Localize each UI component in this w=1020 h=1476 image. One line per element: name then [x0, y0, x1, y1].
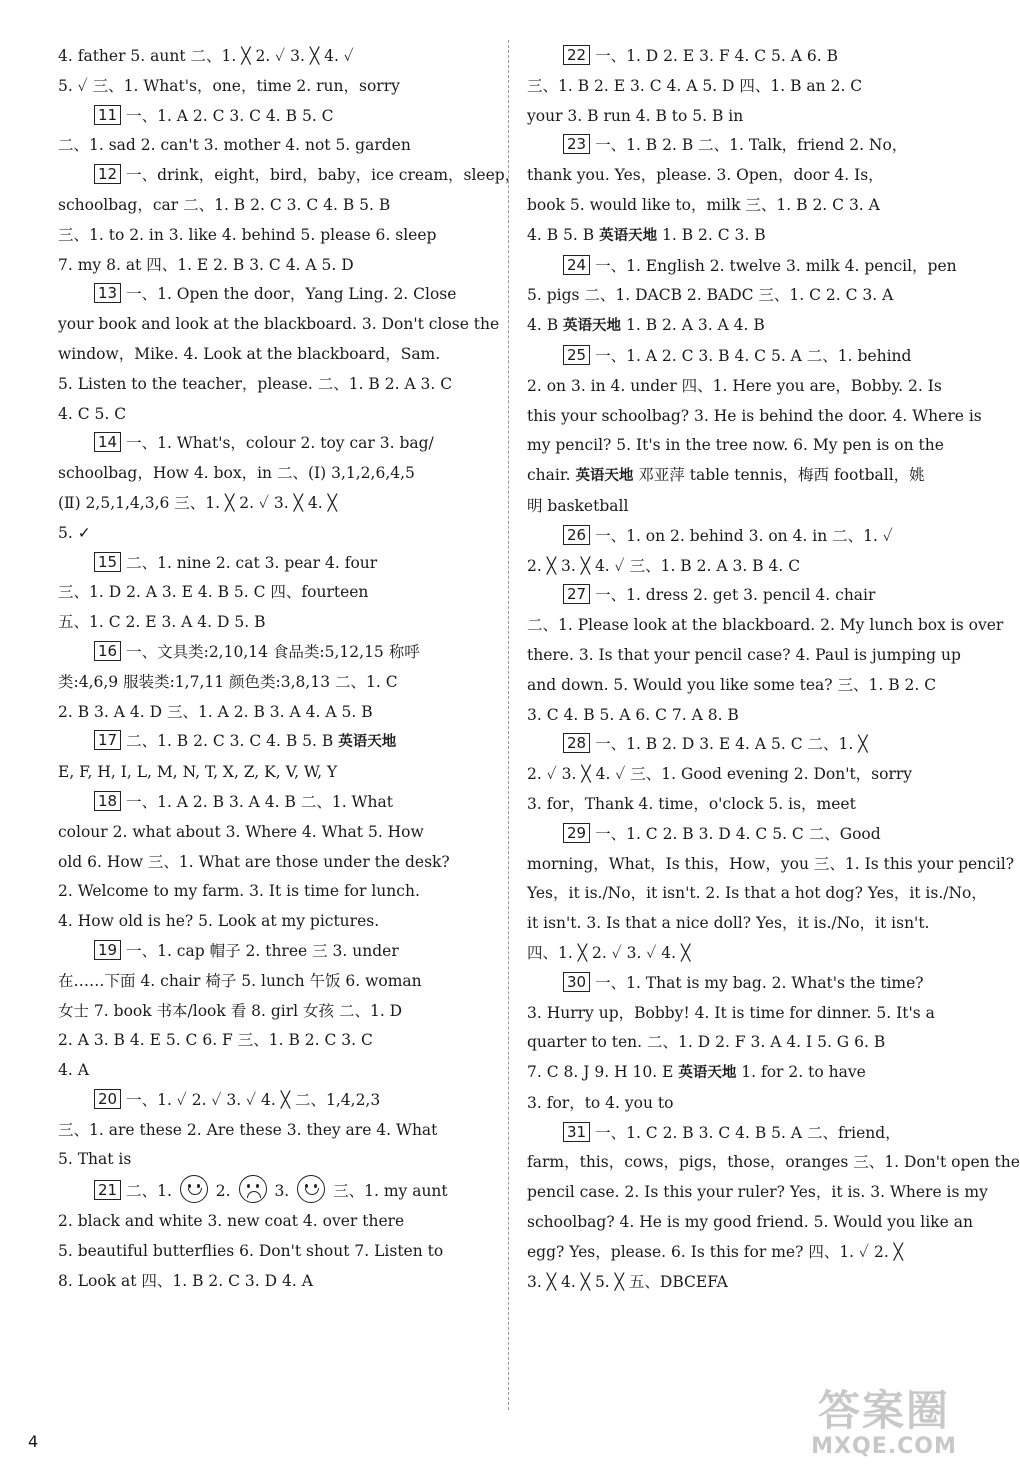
- answer-line: [527, 552, 959, 582]
- answer-text: 5. Listen to the teacher，please. 二、1. B 2. A 3. C: [58, 374, 453, 393]
- answer-text: this your schoolbag? 3. He is behind the door. 4. Where is: [527, 406, 982, 425]
- right-column: [527, 42, 1020, 1297]
- answer-line: [58, 310, 500, 340]
- answer-text: 5. ✓ 三、1. What's，one，time 2. run，sorry: [58, 76, 400, 95]
- answer-line: [58, 161, 521, 191]
- answer-text: 3. for，Thank 4. time，o'clock 5. is，meet: [527, 794, 856, 813]
- answer-text: it isn't. 3. Is that a nice doll? Yes，it is./No，it isn't.: [527, 914, 930, 933]
- answer-line: [527, 671, 959, 701]
- answer-text: 类:4,6,9 服装类:1,7,11 颜色类:3,8,13 二、1. C: [58, 672, 398, 691]
- face-prefix: 二、1.: [126, 1182, 172, 1201]
- exercise-number-box: 12: [94, 164, 121, 184]
- answer-line: [58, 131, 490, 161]
- answer-text: 3. for，to 4. you to: [527, 1093, 674, 1112]
- answer-text: 二、1. sad 2. can't 3. mother 4. not 5. garden: [58, 136, 411, 155]
- answer-text: 三、1. to 2. in 3. like 4. behind 5. please 6. sleep: [58, 225, 437, 244]
- exercise-number-box: 30: [563, 972, 590, 992]
- exercise-number-box: 21: [94, 1180, 121, 1200]
- exercise-number-box: 19: [94, 940, 121, 960]
- answer-line: [527, 252, 959, 282]
- answer-text: 一、1. C 2. B 3. D 4. C 5. C 二、Good: [595, 824, 881, 843]
- exercise-number-box: 13: [94, 283, 121, 303]
- answer-line: [527, 1178, 988, 1208]
- answer-text: 5. That is: [58, 1150, 132, 1169]
- answer-line: [527, 909, 959, 939]
- answer-line: [58, 519, 490, 549]
- exercise-number-box: 18: [94, 791, 121, 811]
- answer-text: 一、1. D 2. E 3. F 4. C 5. A 6. B: [595, 47, 838, 65]
- answer-text: 女士 7. book 书本/look 看 8. girl 女孩 二、1. D: [58, 1001, 403, 1020]
- happy-face-icon: [180, 1175, 208, 1203]
- answer-line: [527, 461, 959, 492]
- exercise-number-box: 16: [94, 641, 121, 661]
- face-label-2: 2.: [215, 1182, 231, 1201]
- answer-text: 一、1. A 2. B 3. A 4. B 二、1. What: [126, 792, 393, 811]
- answer-text: 2. ╳ 3. ╳ 4. ✓ 三、1. B 2. A 3. B 4. C: [527, 556, 801, 575]
- answer-line: [527, 311, 959, 342]
- answer-text: 一、1. ✓ 2. ✓ 3. ✓ 4. ╳ 二、1,4,2,3: [126, 1090, 381, 1109]
- answer-line: [58, 280, 490, 310]
- answer-text: (Ⅱ) 2,5,1,4,3,6 三、1. ╳ 2. ✓ 3. ╳ 4. ╳: [58, 493, 337, 512]
- exercise-number-box: 29: [563, 823, 590, 843]
- answer-line: [58, 967, 490, 997]
- answer-line: [527, 42, 959, 72]
- answer-line: [527, 102, 959, 132]
- answer-line: [527, 161, 959, 191]
- answer-line: [58, 668, 490, 698]
- answer-line: [527, 581, 959, 611]
- answer-text: morning，What，Is this，How，you 三、1. Is this your pencil?: [527, 854, 1015, 873]
- answer-text: 二、1. B 2. C 3. C 4. B 5. B 英语天地: [126, 732, 397, 751]
- exercise-number-box: 15: [94, 552, 121, 572]
- answer-text: 一、1. That is my bag. 2. What's the time?: [595, 973, 924, 992]
- answer-line: [58, 459, 490, 489]
- answer-line: [58, 72, 490, 102]
- answer-text: 一、1. B 2. D 3. E 4. A 5. C 二、1. ╳: [595, 735, 868, 754]
- answer-text: 一、drink，eight，bird，baby，ice cream，sleep，: [126, 166, 521, 185]
- exercise-number-box: 24: [563, 255, 590, 275]
- answer-text: 5. beautiful butterflies 6. Don't shout 7. Listen to: [58, 1241, 444, 1260]
- answer-line: [527, 72, 959, 102]
- answer-text: 五、1. C 2. E 3. A 4. D 5. B: [58, 613, 266, 632]
- answer-line: [58, 221, 490, 251]
- answer-text: 一、1. A 2. C 3. C 4. B 5. C: [126, 106, 334, 125]
- exercise-number-box: 26: [563, 525, 590, 545]
- exercise-number-box: 17: [94, 730, 121, 750]
- exercise-number-box: 14: [94, 432, 121, 452]
- answer-text: colour 2. what about 3. Where 4. What 5. How: [58, 822, 424, 841]
- answer-text: 二、1. Please look at the blackboard. 2. My lunch box is over: [527, 616, 1004, 635]
- answer-text: 4. father 5. aunt 二、1. ╳ 2. ✓ 3. ╳ 4. ✓: [58, 47, 354, 65]
- answer-line: [58, 1267, 490, 1297]
- answer-line: [58, 937, 490, 967]
- answer-line: [58, 608, 490, 638]
- happy-face-icon: [297, 1175, 325, 1203]
- answer-text: 3. Hurry up，Bobby! 4. It is time for dinner. 5. It's a: [527, 1003, 935, 1022]
- answer-text: 一、文具类:2,10,14 食品类:5,12,15 称呼: [126, 642, 420, 661]
- answer-text: 4. How old is he? 5. Look at my pictures.: [58, 912, 380, 931]
- answer-line: [58, 1207, 490, 1237]
- answer-text: 2. A 3. B 4. E 5. C 6. F 三、1. B 2. C 3. C: [58, 1031, 373, 1050]
- answer-line: [58, 370, 490, 400]
- answer-line: [527, 1119, 959, 1149]
- answer-line: [527, 999, 959, 1029]
- answer-text: 2. on 3. in 4. under 四、1. Here you are，Bobby. 2. Is: [527, 376, 942, 395]
- answer-text: 4. B 5. B 英语天地 1. B 2. C 3. B: [527, 225, 766, 244]
- answer-line: [58, 429, 490, 459]
- answer-text: 5. ✓: [58, 523, 91, 542]
- answer-line: [58, 1175, 490, 1207]
- answer-text: my pencil? 5. It's in the tree now. 6. My pen is on the: [527, 436, 944, 455]
- answer-text: egg? Yes，please. 6. Is this for me? 四、1. ✓ 2. ╳: [527, 1242, 904, 1261]
- answer-line: [58, 818, 490, 848]
- answer-text: 2. B 3. A 4. D 三、1. A 2. B 3. A 4. A 5. B: [58, 702, 373, 721]
- answer-line: [58, 1056, 490, 1086]
- page-number: 4: [28, 1432, 39, 1451]
- answer-line: [527, 191, 959, 221]
- answer-line: [58, 489, 490, 519]
- answer-line: [527, 402, 982, 432]
- answer-line: [527, 131, 959, 161]
- answer-text: 明 basketball: [527, 496, 629, 515]
- sad-face-icon: [239, 1175, 267, 1203]
- answer-line: [58, 907, 490, 937]
- answer-text: there. 3. Is that your pencil case? 4. Paul is jumping up: [527, 645, 961, 664]
- answer-line: [527, 522, 959, 552]
- answer-text: pencil case. 2. Is this your ruler? Yes，it is. 3. Where is my: [527, 1183, 988, 1202]
- answer-line: [527, 760, 959, 790]
- answer-line: [58, 997, 490, 1027]
- answer-line: [527, 342, 959, 372]
- answer-line: [527, 611, 1004, 641]
- answer-line: [527, 641, 959, 671]
- answer-text: 三、1. are these 2. Are these 3. they are 4. What: [58, 1120, 438, 1139]
- exercise-number-box: 27: [563, 584, 590, 604]
- answer-line: [58, 788, 490, 818]
- answer-line: [527, 879, 987, 909]
- exercise-number-box: 11: [94, 105, 121, 125]
- answer-line: [527, 820, 959, 850]
- answer-line: [527, 431, 959, 461]
- exercise-number-box: 20: [94, 1089, 121, 1109]
- answer-line: [58, 191, 490, 221]
- answer-line: [527, 1148, 1020, 1178]
- answer-text: and down. 5. Would you like some tea? 三、1. B 2. C: [527, 675, 937, 694]
- answer-line: [527, 1208, 973, 1238]
- answer-line: [58, 549, 490, 579]
- answer-text: book 5. would like to，milk 三、1. B 2. C 3. A: [527, 195, 880, 214]
- answer-line: [58, 877, 490, 907]
- answer-line: [527, 1089, 959, 1119]
- answer-line: [58, 340, 490, 370]
- answer-text: 一、1. cap 帽子 2. three 三 3. under: [126, 941, 399, 960]
- answer-line: [527, 850, 1015, 880]
- answer-text: chair. 英语天地 邓亚萍 table tennis，梅西 football，姚: [527, 466, 925, 485]
- answer-text: 4. C 5. C: [58, 404, 127, 423]
- answer-line: [527, 730, 959, 760]
- answer-text: window，Mike. 4. Look at the blackboard，Sam.: [58, 344, 441, 363]
- exercise-number-box: 28: [563, 733, 590, 753]
- left-column: [58, 42, 521, 1296]
- answer-text: old 6. How 三、1. What are those under the desk?: [58, 852, 450, 871]
- answer-text: E, F, H, I, L, M, N, T, X, Z, K, V, W, Y: [58, 763, 338, 782]
- answer-text: 四、1. ╳ 2. ✓ 3. ✓ 4. ╳: [527, 943, 691, 962]
- face-label-3: 3.: [274, 1182, 290, 1201]
- answer-text: schoolbag，How 4. box，in 二、(Ⅰ) 3,1,2,6,4,5: [58, 464, 415, 483]
- answer-text: Yes，it is./No，it isn't. 2. Is that a hot dog? Yes，it is./No，: [527, 884, 987, 903]
- answer-text: 7. my 8. at 四、1. E 2. B 3. C 4. A 5. D: [58, 255, 354, 274]
- answer-text: 三、1. B 2. E 3. C 4. A 5. D 四、1. B an 2. C: [527, 76, 863, 95]
- answer-text: 一、1. Open the door，Yang Ling. 2. Close: [126, 285, 457, 304]
- watermark-mark: 答案圈: [817, 1386, 950, 1435]
- answer-line: [58, 638, 490, 668]
- answer-line: [58, 578, 490, 608]
- face-answers: [126, 1182, 448, 1200]
- answer-line: [58, 1237, 490, 1267]
- answer-text: 一、1. B 2. B 二、1. Talk，friend 2. No，: [595, 136, 908, 155]
- answer-line: [58, 42, 490, 72]
- face-suffix: 三、1. my aunt: [333, 1182, 448, 1201]
- answer-text: 在……下面 4. chair 椅子 5. lunch 午饭 6. woman: [58, 971, 422, 990]
- answer-text: 一、1. C 2. B 3. C 4. B 5. A 二、friend，: [595, 1123, 901, 1142]
- answer-line: [527, 969, 959, 999]
- answer-line: [527, 701, 959, 731]
- answer-line: [527, 372, 959, 402]
- answer-line: [58, 1116, 490, 1146]
- answer-text: 2. ✓ 3. ╳ 4. ✓ 三、1. Good evening 2. Don't，sorry: [527, 765, 913, 784]
- answer-text: your book and look at the blackboard. 3. Don't close the: [58, 315, 500, 334]
- answer-text: farm，this，cows，pigs，those，oranges 三、1. Don't open the: [527, 1153, 1020, 1172]
- answer-line: [58, 1145, 490, 1175]
- answer-line: [527, 1058, 959, 1089]
- exercise-number-box: 22: [563, 45, 590, 65]
- column-divider: [508, 40, 509, 1410]
- answer-text: 8. Look at 四、1. B 2. C 3. D 4. A: [58, 1271, 313, 1290]
- answer-line: [58, 698, 490, 728]
- answer-line: [527, 1028, 959, 1058]
- exercise-number-box: 25: [563, 345, 590, 365]
- answer-line: [58, 1086, 490, 1116]
- answer-line: [527, 1238, 959, 1268]
- exercise-number-box: 23: [563, 134, 590, 154]
- answer-line: [58, 102, 490, 132]
- answer-line: [58, 758, 490, 788]
- answer-line: [58, 400, 490, 430]
- answer-text: 4. A: [58, 1061, 89, 1080]
- answer-line: [527, 492, 959, 522]
- answer-line: [527, 939, 959, 969]
- answer-text: thank you. Yes，please. 3. Open，door 4. Is，: [527, 166, 884, 185]
- watermark-logo: [804, 1388, 964, 1468]
- answer-text: quarter to ten. 二、1. D 2. F 3. A 4. I 5. G 6. B: [527, 1033, 886, 1052]
- watermark-url: MXQE.COM: [811, 1434, 957, 1459]
- answer-text: 7. C 8. J 9. H 10. E 英语天地 1. for 2. to have: [527, 1063, 866, 1082]
- exercise-number-box: 31: [563, 1122, 590, 1142]
- answer-text: schoolbag，car 二、1. B 2. C 3. C 4. B 5. B: [58, 195, 391, 214]
- answer-text: 一、1. A 2. C 3. B 4. C 5. A 二、1. behind: [595, 346, 912, 365]
- answer-text: 一、1. What's，colour 2. toy car 3. bag/: [126, 434, 434, 453]
- answer-text: 4. B 英语天地 1. B 2. A 3. A 4. B: [527, 316, 765, 335]
- answer-text: 5. pigs 二、1. DACB 2. BADC 三、1. C 2. C 3. A: [527, 286, 894, 305]
- answer-line: [58, 1026, 490, 1056]
- answer-text: 3. ╳ 4. ╳ 5. ╳ 五、DBCEFA: [527, 1272, 728, 1291]
- answer-line: [527, 281, 959, 311]
- answer-text: 2. Welcome to my farm. 3. It is time for lunch.: [58, 882, 420, 901]
- answer-text: 一、1. dress 2. get 3. pencil 4. chair: [595, 586, 876, 605]
- answer-line: [527, 1268, 959, 1298]
- answer-line: [527, 221, 959, 252]
- answer-text: your 3. B run 4. B to 5. B in: [527, 106, 744, 125]
- answer-text: schoolbag? 4. He is my good friend. 5. Would you like an: [527, 1213, 973, 1232]
- answer-text: 二、1. nine 2. cat 3. pear 4. four: [126, 553, 378, 572]
- answer-text: 三、1. D 2. A 3. E 4. B 5. C 四、fourteen: [58, 583, 369, 602]
- answer-text: 2. black and white 3. new coat 4. over there: [58, 1212, 405, 1231]
- answer-text: 3. C 4. B 5. A 6. C 7. A 8. B: [527, 705, 739, 724]
- answer-line: [58, 251, 490, 281]
- answer-line: [527, 790, 959, 820]
- answer-text: 一、1. English 2. twelve 3. milk 4. pencil，pen: [595, 256, 957, 275]
- answer-line: [58, 848, 490, 878]
- answer-text: 一、1. on 2. behind 3. on 4. in 二、1. ✓: [595, 526, 893, 545]
- answer-line: [58, 727, 490, 758]
